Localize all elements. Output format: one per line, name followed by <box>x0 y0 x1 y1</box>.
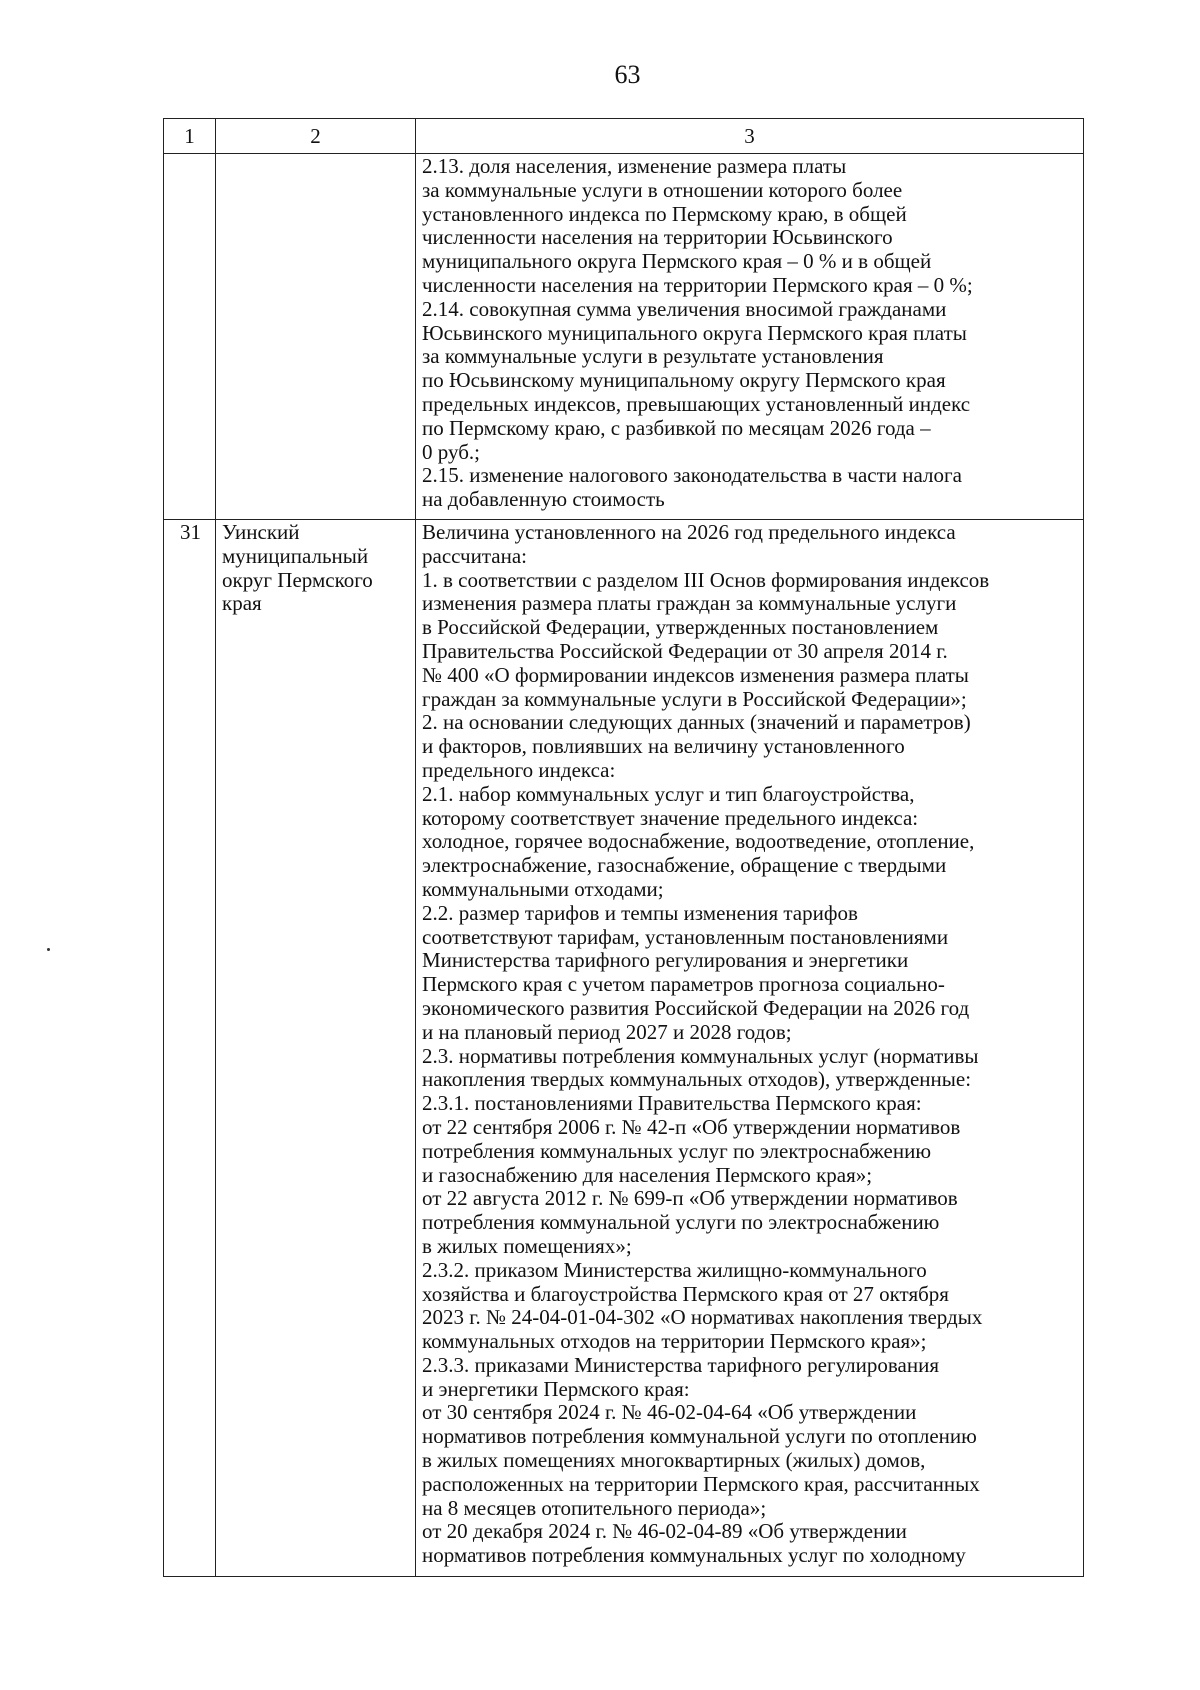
text-line: предельного индекса: <box>422 757 616 782</box>
text-line: и факторов, повлиявших на величину установленного <box>422 734 905 759</box>
text-line: соответствуют тарифам, установленным постановлениями <box>422 924 949 949</box>
text-line: на добавленную стоимость <box>422 487 665 512</box>
text-line: численности населения на территории Юсьвинского <box>422 225 893 250</box>
text-line: от 30 сентября 2024 г. № 46-02-04-64 «Об утверждении <box>422 1400 917 1425</box>
text-line: холодное, горячее водоснабжение, водоотведение, отопление, <box>422 829 975 854</box>
text-line: 2.14. совокупная сумма увеличения вносимой гражданами <box>422 296 947 321</box>
text-line: и газоснабжению для населения Пермского края»; <box>422 1162 873 1187</box>
text-line: установленного индекса по Пермскому краю, в общей <box>422 201 907 226</box>
text-line: 2. на основании следующих данных (значений и параметров) <box>422 710 971 735</box>
text-line: электроснабжение, газоснабжение, обращение с твердыми <box>422 853 947 878</box>
text-line: Правительства Российской Федерации от 30 апреля 2014 г. <box>422 638 948 663</box>
text-line: Юсьвинского муниципального округа Пермского края платы <box>422 320 967 345</box>
text-line: численности населения на территории Пермского края – 0 %; <box>422 272 973 297</box>
text-line: № 400 «О формировании индексов изменения размера платы <box>422 662 969 687</box>
text-line: хозяйства и благоустройства Пермского края от 27 октября <box>422 1281 949 1306</box>
text-line: округ Пермского <box>222 567 373 592</box>
text-line: и энергетики Пермского края: <box>422 1376 690 1401</box>
municipality-name-cell <box>216 154 416 520</box>
text-line: предельных индексов, превышающих установленный индекс <box>422 391 971 416</box>
text-line: от 22 августа 2012 г. № 699-п «Об утверждении нормативов <box>422 1186 958 1211</box>
table-header-row <box>164 119 1084 154</box>
text-line: 1. в соответствии с разделом III Основ формирования индексов <box>422 567 990 592</box>
text-line: в жилых помещениях»; <box>422 1233 632 1258</box>
text-line: муниципального округа Пермского края – 0 % и в общей <box>422 249 932 274</box>
text-line: коммунальными отходами; <box>422 876 664 901</box>
text-line: Величина установленного на 2026 год предельного индекса <box>422 520 956 544</box>
table-row-31 <box>164 520 1084 1577</box>
text-line: края <box>222 591 262 616</box>
text-line: 2.1. набор коммунальных услуг и тип благоустройства, <box>422 781 915 806</box>
description-cell <box>416 520 1084 1577</box>
text-line: Уинский <box>222 520 300 544</box>
text-line: нормативов потребления коммунальной услуги по отоплению <box>422 1424 977 1449</box>
table-row-continuation <box>164 154 1084 520</box>
text-line: 2.2. размер тарифов и темпы изменения тарифов <box>422 900 858 925</box>
text-line: 2.3.3. приказами Министерства тарифного регулирования <box>422 1352 939 1377</box>
text-line: рассчитана: <box>422 543 527 568</box>
text-line: Пермского края с учетом параметров прогноза социально- <box>422 972 945 997</box>
document-table <box>163 118 1084 1577</box>
header-col-2: 2 <box>216 119 416 154</box>
text-line: нормативов потребления коммунальных услуг по холодному <box>422 1543 966 1568</box>
text-line: на 8 месяцев отопительного периода»; <box>422 1495 767 1520</box>
text-line: 2.3.2. приказом Министерства жилищно-коммунального <box>422 1257 927 1282</box>
text-line: потребления коммунальных услуг по электроснабжению <box>422 1138 932 1163</box>
text-line: расположенных на территории Пермского края, рассчитанных <box>422 1471 980 1496</box>
row-number-cell: 31 <box>164 520 216 1577</box>
text-line: 2.3. нормативы потребления коммунальных услуг (нормативы <box>422 1043 979 1068</box>
text-line: и на плановый период 2027 и 2028 годов; <box>422 1019 792 1044</box>
text-line: за коммунальные услуги в результате установления <box>422 344 884 369</box>
page-number: 63 <box>614 60 641 89</box>
text-line: изменения размера платы граждан за коммунальные услуги <box>422 591 957 616</box>
text-line: 2.15. изменение налогового законодательства в части налога <box>422 463 962 488</box>
text-line: которому соответствует значение предельного индекса: <box>422 805 919 830</box>
text-line: в Российской Федерации, утвержденных постановлением <box>422 615 939 640</box>
text-line: 2.13. доля населения, изменение размера платы <box>422 154 847 178</box>
row-number-cell <box>164 154 216 520</box>
text-line: муниципальный <box>222 543 369 568</box>
scan-speck <box>47 948 50 951</box>
text-line: потребления коммунальной услуги по электроснабжению <box>422 1210 940 1235</box>
text-line: экономического развития Российской Федерации на 2026 год <box>422 995 970 1020</box>
text-line: в жилых помещениях многоквартирных (жилых) домов, <box>422 1448 926 1473</box>
text-line: 0 руб.; <box>422 439 480 464</box>
text-line: по Пермскому краю, с разбивкой по месяцам 2026 года – <box>422 415 931 440</box>
text-line: Министерства тарифного регулирования и энергетики <box>422 948 909 973</box>
text-line: 2.3.1. постановлениями Правительства Пермского края: <box>422 1091 922 1116</box>
text-line: граждан за коммунальные услуги в Российской Федерации»; <box>422 686 967 711</box>
description-cell <box>416 154 1084 520</box>
text-line: от 20 декабря 2024 г. № 46-02-04-89 «Об утверждении <box>422 1519 907 1544</box>
text-line: 2023 г. № 24-04-01-04-302 «О нормативах накопления твердых <box>422 1305 983 1330</box>
municipality-name-cell <box>216 520 416 1577</box>
text-line: накопления твердых коммунальных отходов), утвержденные: <box>422 1067 972 1092</box>
text-line: по Юсьвинскому муниципальному округу Пермского края <box>422 368 946 393</box>
header-col-3: 3 <box>416 119 1084 154</box>
text-line: от 22 сентября 2006 г. № 42-п «Об утверждении нормативов <box>422 1114 961 1139</box>
header-col-1: 1 <box>164 119 216 154</box>
text-line: коммунальных отходов на территории Пермского края»; <box>422 1329 927 1354</box>
text-line: за коммунальные услуги в отношении которого более <box>422 177 903 202</box>
